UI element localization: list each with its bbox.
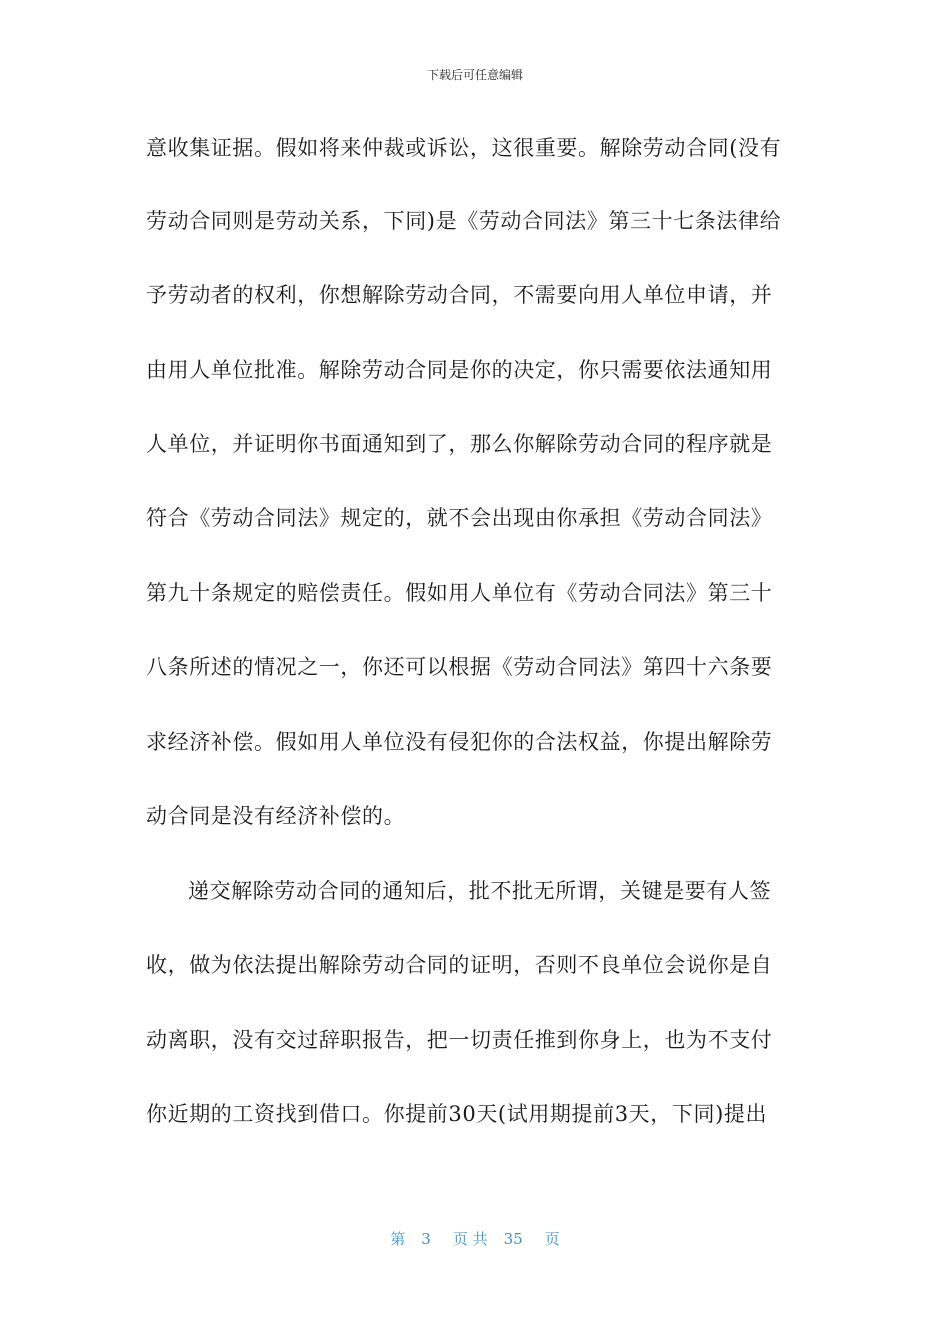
text-line: 求经济补偿。假如用人单位没有侵犯你的合法权益，你提出解除劳 bbox=[146, 730, 773, 754]
current-page-number: 3 bbox=[421, 1230, 431, 1248]
text-line: 符合《劳动合同法》规定的，就不会出现由你承担《劳动合同法》 bbox=[146, 506, 773, 530]
text-line: 劳动合同则是劳动关系，下同)是《劳动合同法》第三十七条法律给 bbox=[146, 209, 782, 233]
text-line: 人单位，并证明你书面通知到了，那么你解除劳动合同的程序就是 bbox=[146, 432, 773, 456]
footer-prefix: 第 bbox=[390, 1230, 406, 1248]
text-line: 动离职，没有交过辞职报告，把一切责任推到你身上，也为不支付 bbox=[146, 1028, 773, 1052]
text-line: 意收集证据。假如将来仲裁或诉讼，这很重要。解除劳动合同(没有 bbox=[146, 136, 782, 160]
footer-suffix: 页 bbox=[544, 1230, 560, 1248]
page-header: 下载后可任意编辑 bbox=[426, 68, 523, 82]
footer-middle: 页 共 bbox=[452, 1230, 488, 1248]
text-line: 八条所述的情况之一，你还可以根据《劳动合同法》第四十六条要 bbox=[146, 655, 773, 679]
text-line: 予劳动者的权利，你想解除劳动合同，不需要向用人单位申请，并 bbox=[146, 283, 773, 307]
text-line: 你近期的工资找到借口。你提前30天(试用期提前3天，下同)提出 bbox=[146, 1102, 768, 1126]
total-pages-number: 35 bbox=[503, 1230, 523, 1248]
text-line: 第九十条规定的赔偿责任。假如用人单位有《劳动合同法》第三十 bbox=[146, 581, 773, 605]
text-line: 收，做为依法提出解除劳动合同的证明，否则不良单位会说你是自 bbox=[146, 953, 773, 977]
text-line: 由用人单位批准。解除劳动合同是你的决定，你只需要依法通知用 bbox=[146, 358, 773, 382]
text-line: 动合同是没有经济补偿的。 bbox=[146, 804, 406, 828]
page-footer bbox=[0, 1228, 950, 1249]
paragraph-first-line: 递交解除劳动合同的通知后，批不批无所谓，关键是要有人签 bbox=[188, 879, 772, 903]
